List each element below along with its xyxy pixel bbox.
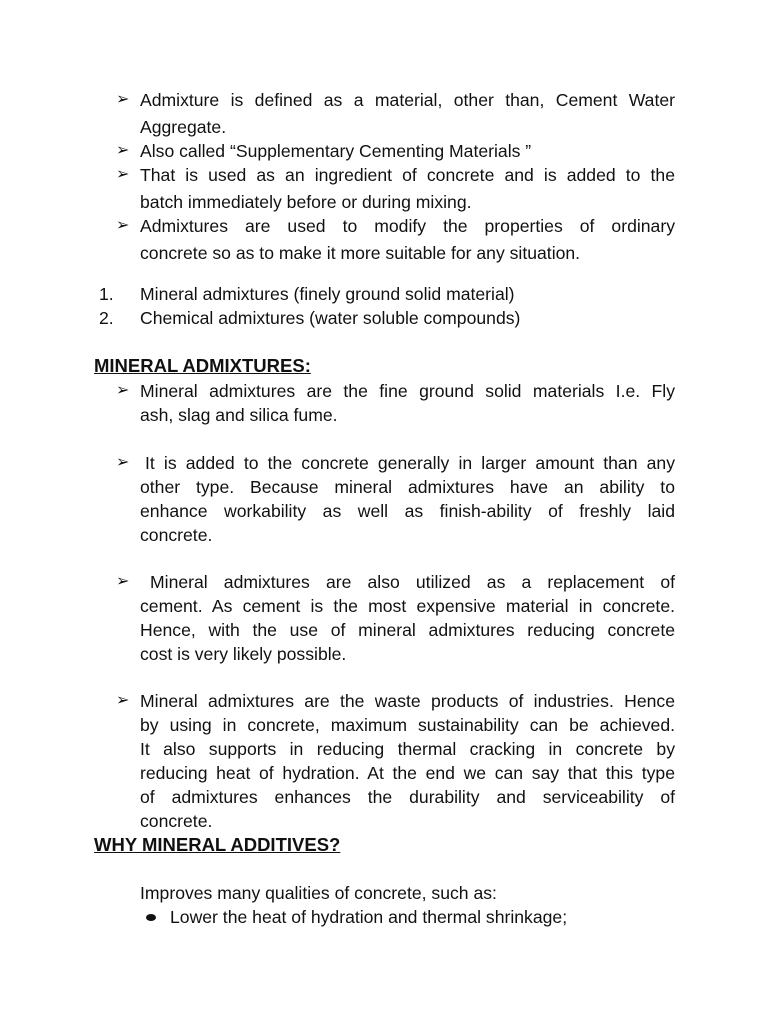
arrow-bullet-icon: ➢	[116, 382, 130, 399]
list-item: Chemical admixtures (water soluble compounds)	[140, 308, 521, 328]
mineral-p3-line-1: Mineral admixtures are also utilized as a replacement of	[150, 572, 675, 592]
mineral-p3-line-4: cost is very likely possible.	[140, 644, 347, 664]
intro-bullet-3-line-2: batch immediately before or during mixing.	[140, 192, 472, 212]
list-number: 2.	[99, 308, 114, 328]
arrow-bullet-icon: ➢	[116, 166, 130, 183]
mineral-p2-line-2: other type. Because mineral admixtures have an ability to	[140, 477, 675, 497]
intro-bullet-2-line-1: Also called “Supplementary Cementing Materials ”	[140, 141, 532, 161]
mineral-p2-line-3: enhance workability as well as finish-ability of freshly laid	[140, 501, 675, 521]
intro-bullet-3-line-1: That is used as an ingredient of concrete and is added to the	[140, 165, 675, 185]
why-list-item: Lower the heat of hydration and thermal shrinkage;	[170, 907, 568, 927]
arrow-bullet-icon: ➢	[116, 91, 130, 108]
mineral-p4-line-2: by using in concrete, maximum sustainability can be achieved.	[140, 715, 675, 735]
list-number: 1.	[99, 284, 114, 304]
mineral-p1-line-1: Mineral admixtures are the fine ground solid materials I.e. Fly	[140, 381, 675, 401]
mineral-p1-line-2: ash, slag and silica fume.	[140, 405, 338, 425]
why-intro: Improves many qualities of concrete, such as:	[140, 883, 497, 903]
section-heading-why: WHY MINERAL ADDITIVES?	[94, 834, 341, 855]
intro-bullet-4-line-2: concrete so as to make it more suitable for any situation.	[140, 243, 581, 263]
intro-bullet-1-line-2: Aggregate.	[140, 117, 227, 137]
mineral-p2-line-4: concrete.	[140, 525, 213, 545]
arrow-bullet-icon: ➢	[116, 573, 130, 590]
mineral-p2-line-1: It is added to the concrete generally in larger amount than any	[145, 453, 675, 473]
intro-bullet-1-line-1: Admixture is defined as a material, other than, Cement Water	[140, 90, 675, 110]
bullet-dot-icon	[146, 914, 156, 921]
arrow-bullet-icon: ➢	[116, 454, 130, 471]
mineral-p4-line-1: Mineral admixtures are the waste products of industries. Hence	[140, 691, 675, 711]
mineral-p4-line-6: concrete.	[140, 811, 213, 831]
mineral-p4-line-5: of admixtures enhances the durability and serviceability of	[140, 787, 675, 807]
arrow-bullet-icon: ➢	[116, 692, 130, 709]
mineral-p4-line-4: reducing heat of hydration. At the end we can say that this type	[140, 763, 675, 783]
mineral-p4-line-3: It also supports in reducing thermal cracking in concrete by	[140, 739, 675, 759]
section-heading-mineral: MINERAL ADMIXTURES:	[94, 355, 311, 376]
intro-bullet-4-line-1: Admixtures are used to modify the properties of ordinary	[140, 216, 675, 236]
arrow-bullet-icon: ➢	[116, 217, 130, 234]
list-item: Mineral admixtures (finely ground solid material)	[140, 284, 515, 304]
arrow-bullet-icon: ➢	[116, 142, 130, 159]
mineral-p3-line-2: cement. As cement is the most expensive material in concrete.	[140, 596, 675, 616]
mineral-p3-line-3: Hence, with the use of mineral admixtures reducing concrete	[140, 620, 675, 640]
